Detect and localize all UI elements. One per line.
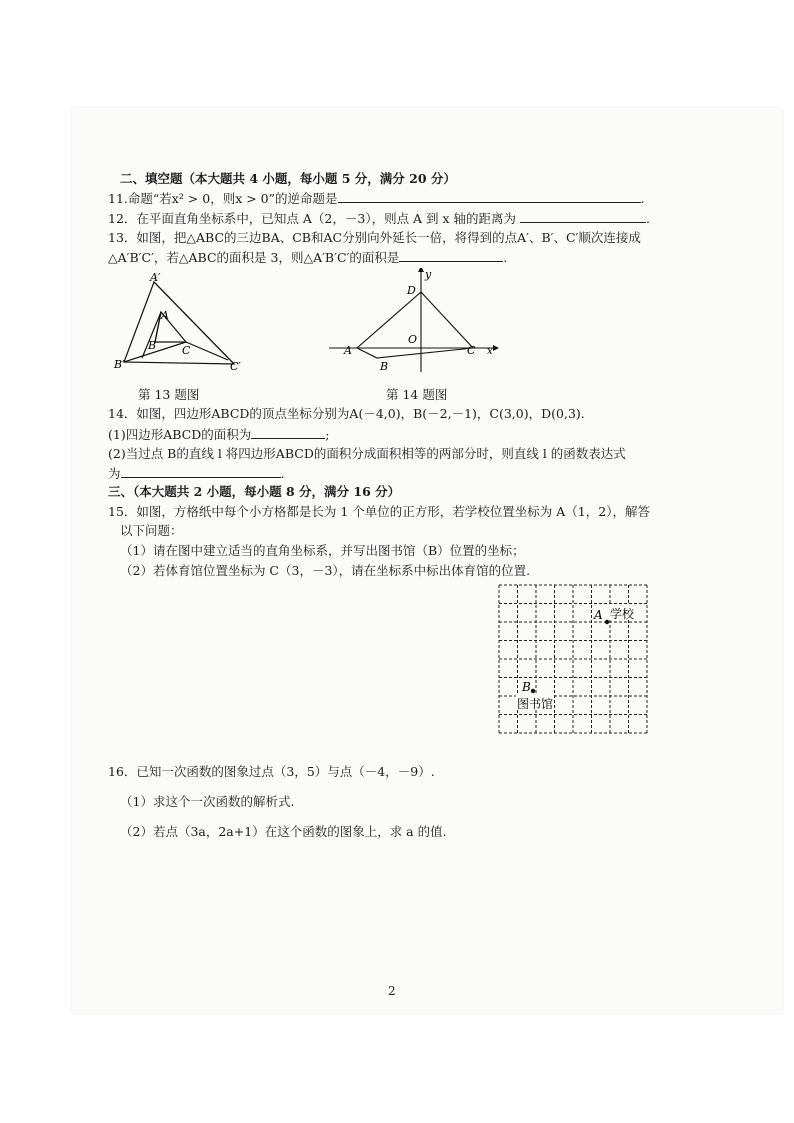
question-14-part-2b xyxy=(108,465,285,482)
label-c: C xyxy=(467,344,476,357)
label-b: B xyxy=(380,360,389,373)
label-school: 学校 xyxy=(610,607,635,621)
label-b: B xyxy=(148,339,157,352)
question-14-part-1 xyxy=(108,426,329,443)
triangle-a1b1c1 xyxy=(124,282,234,364)
question-15-line-1: 15．如图，方格纸中每个小方格都是长为 1 个单位的正方形，若学校位置坐标为 A（1，2），解答 xyxy=(108,504,650,519)
question-11-end: . xyxy=(640,191,645,206)
page-number: 2 xyxy=(388,984,396,998)
point-b-library xyxy=(531,689,535,693)
question-16-part-1: （1）求这个一次函数的解析式. xyxy=(120,794,295,809)
question-16-part-2: （2）若点（3a，2a+1）在这个函数的图象上，求 a 的值. xyxy=(120,824,447,839)
answer-blank-14-2[interactable] xyxy=(121,465,281,478)
label-d: D xyxy=(407,284,416,297)
label-a: A xyxy=(344,344,352,357)
label-a: A xyxy=(594,608,603,622)
question-14-line-1: 14．如图，四边形ABCD的顶点坐标分别为A(－4,0)，B(－2,－1)，C(3,0)，D(0,3). xyxy=(108,406,585,421)
question-11 xyxy=(108,190,645,207)
question-16-line-1: 16．已知一次函数的图象过点（3，5）与点（－4，－9）. xyxy=(108,764,435,779)
question-13-text: △A′B′C′，若△ABC的面积是 3，则△A′B′C′的面积是 xyxy=(108,250,400,265)
answer-blank-13[interactable] xyxy=(399,249,503,262)
question-11-text: 11.命题“若x² > 0，则x > 0”的逆命题是 xyxy=(108,191,338,206)
question-13-line-2 xyxy=(108,249,507,266)
question-15-part-2: （2）若体育馆位置坐标为 C（3，－3），请在坐标系中标出体育馆的位置. xyxy=(120,563,531,578)
question-14-part-2b-text: 为 xyxy=(108,466,121,481)
figure-14 xyxy=(325,268,505,378)
answer-blank-11[interactable] xyxy=(338,190,641,203)
section-3-heading: 三、（本大题共 2 小题，每小题 8 分，满分 16 分） xyxy=(108,484,401,499)
label-a-prime: A′ xyxy=(150,271,161,284)
label-a: A xyxy=(161,309,169,322)
label-b-prime: B′ xyxy=(114,358,125,371)
figure-13-caption: 第 13 题图 xyxy=(138,387,200,402)
label-library: 图书馆 xyxy=(517,697,554,711)
figure-13 xyxy=(112,270,252,380)
grid-figure xyxy=(496,582,652,736)
label-y: y xyxy=(425,268,432,281)
label-o: O xyxy=(408,333,418,346)
question-13-end: . xyxy=(503,250,508,265)
question-14-part-1-end: ; xyxy=(325,427,330,442)
question-12 xyxy=(108,210,650,227)
question-15-line-2: 以下问题： xyxy=(120,523,183,538)
figure-14-caption: 第 14 题图 xyxy=(386,387,448,402)
answer-blank-14-1[interactable] xyxy=(251,426,325,439)
label-c: C xyxy=(182,344,191,357)
question-15-part-1: （1）请在图中建立适当的直角坐标系，并写出图书馆（B）位置的坐标； xyxy=(120,543,525,558)
question-14-part-1-text: (1)四边形ABCD的面积为 xyxy=(108,427,252,442)
question-14-part-2: (2)当过点 B的直线 l 将四边形ABCD的面积分成面积相等的两部分时，则直线 l 的函数表达式 xyxy=(108,446,626,461)
question-13-line-1: 13．如图，把△ABC的三边BA、CB和AC分别向外延长一倍，将得到的点A′、B′、C′顺次连接成 xyxy=(108,230,641,245)
question-12-text: 12．在平面直角坐标系中，已知点 A（2，－3），则点 A 到 x 轴的距离为 xyxy=(108,211,517,226)
section-2-heading: 二、填空题（本大题共 4 小题，每小题 5 分，满分 20 分） xyxy=(120,171,456,186)
point-a-school xyxy=(605,620,609,624)
label-c-prime: C′ xyxy=(230,360,241,373)
label-b: B xyxy=(522,680,531,694)
answer-blank-12[interactable] xyxy=(520,210,646,223)
label-x: x xyxy=(487,346,493,357)
question-12-end: . xyxy=(646,211,651,226)
question-14-part-2-end: . xyxy=(280,466,285,481)
